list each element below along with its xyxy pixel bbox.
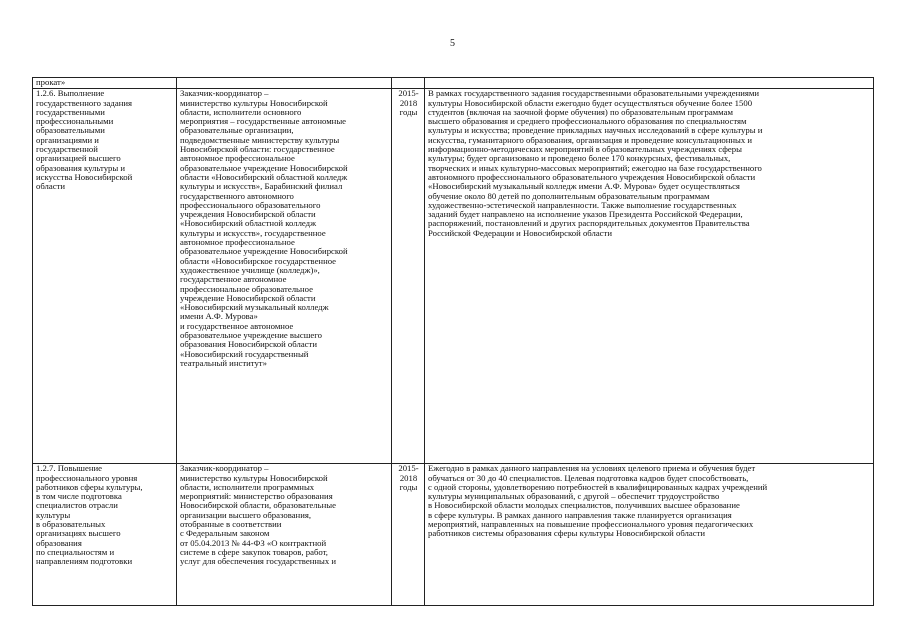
term-cell — [392, 89, 425, 464]
result-cell — [425, 89, 874, 464]
activity-cell — [33, 464, 177, 606]
table-row — [33, 78, 874, 89]
executors-cell — [177, 464, 392, 606]
term-cell — [392, 464, 425, 606]
activity-text: 1.2.6. Выполнение государственного задания государственными профессиональными образовательными организациями и государственной организацией высшего образования культуры и искусства Новосибирской области — [36, 88, 133, 192]
activity-text: прокат» — [36, 77, 66, 87]
table-row — [33, 464, 874, 606]
result-text: В рамках государственного задания государственными образовательными учреждениями культуры Новосибирской области ежегодно будет осуществляться обучение более 1500 студентов (включая на заочной форме обучения) по образовательным программам высшего образования и среднего профессионального образования по специальностям культуры и искусства; проведение прикладных научных исследований в сфере культуры и искусства, гуманитарного образования, организация и проведение консультационных и информационно-методических мероприятий в образовательных учреждениях сферы культуры; будет организовано и проведено более 170 конкурсных, фестивальных, творческих и иных культурно-массовых мероприятий; ежегодно на базе государственного автономного профессионального образовательного учреждения Новосибирской области «Новосибирский музыкальный колледж имени А.Ф. Мурова» будет осуществляться обучение около 80 детей по дополнительным образовательным программам художественно-эстетической направленности. Также выполнение государственных заданий будет направлено на исполнение указов Президента Российской Федерации, распоряжений, постановлений и других распорядительных документов Правительства Российской Федерации и Новосибирской области — [428, 88, 763, 238]
program-activities-table — [32, 77, 874, 606]
table-row — [33, 89, 874, 464]
executors-text: Заказчик-координатор – министерство культуры Новосибирской области, исполнители программных мероприятий: министерство образования Новосибирской области, образовательные организации высшего образования, отобранные в соответствии с Федеральным законом от 05.04.2013 № 44-ФЗ «О контрактной системе в сфере закупок товаров, работ, услуг для обеспечения государственных и — [180, 463, 337, 567]
activity-text: 1.2.7. Повышение профессионального уровня работников сферы культуры, в том числе подготовка специалистов отрасли культуры в образовательных организациях высшего образования по специальностям и направлениям подготовки — [36, 463, 143, 567]
result-cell — [425, 464, 874, 606]
activity-cell — [33, 89, 177, 464]
executors-cell — [177, 78, 392, 89]
executors-cell — [177, 89, 392, 464]
executors-text: Заказчик-координатор – министерство культуры Новосибирской области, исполнители основного мероприятия – государственные автономные образовательные организации, подведомственные министерству культуры Новосибирской области: государственное автономное профессиональное образовательное учреждение Новосибирской области «Новосибирский областной колледж культуры и искусств», Барабинский филиал государственного автономного профессионального образовательного учреждения Новосибирской области «Новосибирский областной колледж культуры и искусств», государственное автономное профессиональное образовательное учреждение Новосибирской области «Новосибирское государственное художественное училище (колледж)», государственное автономное профессиональное образовательное учреждение Новосибирской области «Новосибирский музыкальный колледж имени А.Ф. Мурова» и государственное автономное образовательное учреждение высшего образования Новосибирской области «Новосибирский государственный театральный институт» — [180, 88, 348, 368]
page-number: 5 — [450, 38, 455, 49]
term-cell — [392, 78, 425, 89]
term-text: 2015- 2018 годы — [398, 463, 419, 492]
result-text: Ежегодно в рамках данного направления на условиях целевого приема и обучения будет обучаться от 30 до 40 специалистов. Целевая подготовка кадров будет способствовать, с одной стороны, удовлетворению потребностей в квалифицированных кадрах учреждений культуры муниципальных образований, с другой – обеспечит трудоустройство в Новосибирской области молодых специалистов, получивших высшее образование в сфере культуры. В рамках данного направления также планируется организация мероприятий, направленных на повышение профессионального уровня педагогических работников системы образования сферы культуры Новосибирской области — [428, 463, 768, 539]
term-text: 2015- 2018 годы — [398, 88, 419, 117]
activity-cell — [33, 78, 177, 89]
result-cell — [425, 78, 874, 89]
